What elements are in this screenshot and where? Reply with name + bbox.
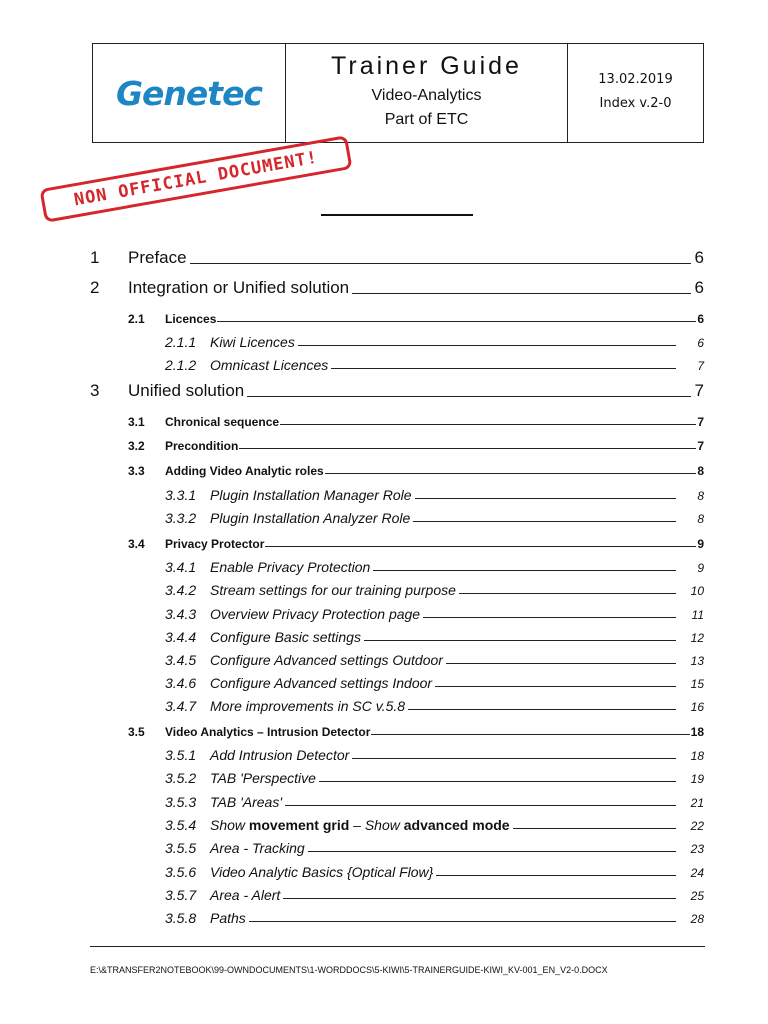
toc-entry-label: Stream settings for our training purpose bbox=[210, 582, 456, 598]
toc-entry-number: 3.5.1 bbox=[165, 747, 197, 763]
toc-entry-number: 1 bbox=[90, 248, 100, 267]
toc-leader-line bbox=[413, 521, 676, 522]
toc-entry-number: 3.4.2 bbox=[165, 582, 197, 598]
toc-entry-number: 3.4.7 bbox=[165, 698, 197, 714]
toc-entry-number: 3.5 bbox=[128, 725, 145, 739]
toc-entry-label: Add Intrusion Detector bbox=[210, 747, 350, 763]
document-date: 13.02.2019 bbox=[598, 72, 673, 87]
toc-entry-number: 2 bbox=[90, 278, 100, 297]
toc-entry-page: 24 bbox=[690, 866, 704, 880]
toc-entry-page: 8 bbox=[697, 489, 704, 503]
toc-entry[interactable] bbox=[128, 725, 704, 739]
non-official-stamp: NON OFFICIAL DOCUMENT! bbox=[39, 135, 352, 223]
toc-entry-label: Paths bbox=[210, 910, 246, 926]
toc-leader-line bbox=[285, 805, 676, 806]
toc-entry-number: 3.4.6 bbox=[165, 675, 197, 691]
toc-entry-label: Video Analytic Basics {Optical Flow} bbox=[210, 864, 434, 880]
title-underline bbox=[321, 214, 473, 216]
toc-leader-line bbox=[280, 424, 696, 425]
toc-entry-page: 7 bbox=[697, 415, 704, 429]
toc-entry-page: 9 bbox=[697, 561, 704, 575]
toc-entry-page: 10 bbox=[690, 584, 704, 598]
document-title: Trainer Guide bbox=[331, 52, 522, 80]
toc-entry-page: 19 bbox=[690, 772, 704, 786]
toc-entry[interactable] bbox=[165, 840, 704, 856]
toc-entry[interactable] bbox=[165, 652, 704, 668]
toc-entry-label-part: Show bbox=[210, 817, 249, 833]
toc-entry-label: Area - Tracking bbox=[210, 840, 305, 856]
toc-leader-line bbox=[459, 593, 676, 594]
toc-entry-label: Video Analytics – Intrusion Detector bbox=[165, 725, 371, 739]
toc-entry-number: 3.4.4 bbox=[165, 629, 197, 645]
footer-rule bbox=[90, 946, 705, 947]
toc-leader-line bbox=[190, 263, 691, 264]
toc-entry-number: 3.5.3 bbox=[165, 794, 197, 810]
toc-entry-label: Precondition bbox=[165, 439, 239, 453]
toc-entry-number: 3.5.6 bbox=[165, 864, 197, 880]
toc-leader-line bbox=[352, 293, 690, 294]
toc-entry-label: Licences bbox=[165, 312, 217, 326]
toc-entry-number: 2.1.1 bbox=[165, 334, 197, 350]
toc-leader-line bbox=[352, 758, 676, 759]
toc-entry[interactable] bbox=[128, 415, 704, 429]
toc-leader-line bbox=[319, 781, 676, 782]
toc-entry-number: 3.5.8 bbox=[165, 910, 197, 926]
toc-entry[interactable] bbox=[165, 817, 704, 833]
footer-path: E:\&TRANSFER2NOTEBOOK\99-OWNDOCUMENTS\1-WORDDOCS\5-KIWI\5-TRAINERGUIDE-KIWI_KV-001_EN_V2-0.DOCX bbox=[90, 965, 608, 975]
toc-leader-line bbox=[283, 898, 676, 899]
toc-entry-page: 16 bbox=[690, 700, 704, 714]
toc-entry[interactable] bbox=[165, 770, 704, 786]
toc-entry[interactable] bbox=[165, 606, 704, 622]
toc-entry-number: 2.1 bbox=[128, 312, 145, 326]
toc-entry-number: 3.1 bbox=[128, 415, 145, 429]
toc-entry-label bbox=[210, 817, 510, 833]
toc-entry[interactable] bbox=[165, 510, 704, 526]
toc-leader-line bbox=[446, 663, 676, 664]
toc-entry-page: 18 bbox=[690, 749, 704, 763]
toc-entry-page: 11 bbox=[691, 608, 704, 622]
toc-entry-label: TAB 'Areas' bbox=[210, 794, 282, 810]
toc-entry-page: 21 bbox=[690, 796, 704, 810]
toc-entry-label: Omnicast Licences bbox=[210, 357, 329, 373]
toc-entry-label: Configure Advanced settings Outdoor bbox=[210, 652, 443, 668]
toc-entry[interactable] bbox=[165, 794, 704, 810]
toc-entry-page: 7 bbox=[697, 359, 704, 373]
toc-entry-label: Unified solution bbox=[128, 381, 245, 400]
toc-entry-number: 3.4.5 bbox=[165, 652, 197, 668]
toc-entry-page: 6 bbox=[694, 248, 704, 267]
toc-entry[interactable] bbox=[128, 312, 704, 326]
toc-entry-page: 7 bbox=[697, 439, 704, 453]
toc-leader-line bbox=[247, 396, 690, 397]
toc-entry-page: 8 bbox=[697, 512, 704, 526]
toc-leader-line bbox=[331, 368, 676, 369]
toc-entry-label: Kiwi Licences bbox=[210, 334, 295, 350]
genetec-logo: Genetec bbox=[115, 73, 263, 113]
toc-entry[interactable] bbox=[165, 887, 704, 903]
toc-leader-line bbox=[239, 448, 696, 449]
document-part: Part of ETC bbox=[384, 111, 469, 128]
toc-entry[interactable] bbox=[90, 278, 704, 298]
toc-entry[interactable] bbox=[165, 487, 704, 503]
toc-entry-page: 8 bbox=[697, 464, 704, 478]
toc-entry-label: TAB 'Perspective bbox=[210, 770, 316, 786]
toc-leader-line bbox=[435, 686, 676, 687]
toc-leader-line bbox=[415, 498, 676, 499]
toc-entry-label: Plugin Installation Analyzer Role bbox=[210, 510, 411, 526]
toc-entry-label: Configure Advanced settings Indoor bbox=[210, 675, 433, 691]
toc-entry-label-part: advanced mode bbox=[403, 817, 510, 833]
toc-entry[interactable] bbox=[165, 747, 704, 763]
toc-entry[interactable] bbox=[128, 537, 704, 551]
toc-entry[interactable] bbox=[90, 248, 704, 268]
toc-entry-number: 3 bbox=[90, 381, 100, 400]
toc-entry-label: Area - Alert bbox=[210, 887, 281, 903]
toc-entry-page: 13 bbox=[690, 654, 704, 668]
toc-leader-line bbox=[513, 828, 676, 829]
toc-entry-label: Configure Basic settings bbox=[210, 629, 361, 645]
toc-entry[interactable] bbox=[165, 698, 704, 714]
toc-entry-number: 3.5.5 bbox=[165, 840, 197, 856]
toc-entry-page: 12 bbox=[690, 631, 704, 645]
logo-cell bbox=[93, 44, 286, 142]
toc-entry-page: 22 bbox=[690, 819, 704, 833]
title-cell bbox=[286, 44, 568, 142]
toc-entry-label: Enable Privacy Protection bbox=[210, 559, 371, 575]
toc-entry-number: 3.5.4 bbox=[165, 817, 197, 833]
toc-entry-page: 7 bbox=[694, 381, 704, 400]
toc-entry-label: Plugin Installation Manager Role bbox=[210, 487, 412, 503]
toc-entry-page: 6 bbox=[694, 278, 704, 297]
toc-entry-label: More improvements in SC v.5.8 bbox=[210, 698, 406, 714]
toc-entry[interactable] bbox=[165, 864, 704, 880]
toc-entry-label: Integration or Unified solution bbox=[128, 278, 350, 297]
toc-entry-label: Overview Privacy Protection page bbox=[210, 606, 421, 622]
toc-entry-page: 23 bbox=[690, 842, 704, 856]
toc-entry-page: 25 bbox=[690, 889, 704, 903]
toc-leader-line bbox=[265, 546, 696, 547]
toc-entry[interactable] bbox=[128, 439, 704, 453]
toc-entry-label: Chronical sequence bbox=[165, 415, 280, 429]
toc-entry-page: 6 bbox=[697, 312, 704, 326]
document-subtitle: Video-Analytics bbox=[371, 87, 482, 104]
toc-entry-label-part: – Show bbox=[349, 817, 404, 833]
toc-entry[interactable] bbox=[90, 381, 704, 401]
document-header bbox=[92, 43, 704, 143]
toc-leader-line bbox=[217, 321, 696, 322]
toc-entry-page: 6 bbox=[697, 336, 704, 350]
toc-entry-number: 3.4.1 bbox=[165, 559, 197, 575]
toc-entry-number: 2.1.2 bbox=[165, 357, 197, 373]
toc-leader-line bbox=[436, 875, 676, 876]
toc-entry[interactable] bbox=[165, 675, 704, 691]
toc-leader-line bbox=[423, 617, 676, 618]
toc-entry[interactable] bbox=[165, 559, 704, 575]
toc-leader-line bbox=[364, 640, 676, 641]
toc-entry-number: 3.2 bbox=[128, 439, 145, 453]
toc-entry[interactable] bbox=[165, 357, 704, 373]
toc-entry-number: 3.3 bbox=[128, 464, 145, 478]
toc-entry-label-part: movement grid bbox=[248, 817, 350, 833]
toc-entry[interactable] bbox=[165, 629, 704, 645]
toc-entry-page: 9 bbox=[697, 537, 704, 551]
toc-entry-label: Adding Video Analytic roles bbox=[165, 464, 324, 478]
toc-entry-page: 18 bbox=[690, 725, 704, 739]
toc-entry-number: 3.4.3 bbox=[165, 606, 197, 622]
toc-entry-number: 3.3.1 bbox=[165, 487, 197, 503]
toc-entry[interactable] bbox=[165, 910, 704, 926]
toc-leader-line bbox=[373, 570, 676, 571]
toc-entry[interactable] bbox=[165, 582, 704, 598]
toc-entry-number: 3.5.7 bbox=[165, 887, 197, 903]
toc-entry-page: 28 bbox=[690, 912, 704, 926]
toc-entry[interactable] bbox=[128, 464, 704, 478]
toc-entry-number: 3.3.2 bbox=[165, 510, 197, 526]
toc-leader-line bbox=[249, 921, 676, 922]
toc-entry-label: Preface bbox=[128, 248, 187, 267]
toc-leader-line bbox=[298, 345, 676, 346]
toc-leader-line bbox=[325, 473, 697, 474]
toc-leader-line bbox=[371, 734, 689, 735]
toc-entry[interactable] bbox=[165, 334, 704, 350]
document-index: Index v.2-0 bbox=[599, 96, 672, 111]
toc-entry-label: Privacy Protector bbox=[165, 537, 265, 551]
meta-cell bbox=[568, 44, 703, 142]
toc-entry-page: 15 bbox=[690, 677, 704, 691]
toc-leader-line bbox=[308, 851, 676, 852]
toc-entry-number: 3.5.2 bbox=[165, 770, 197, 786]
toc-entry-number: 3.4 bbox=[128, 537, 145, 551]
toc-leader-line bbox=[408, 709, 676, 710]
